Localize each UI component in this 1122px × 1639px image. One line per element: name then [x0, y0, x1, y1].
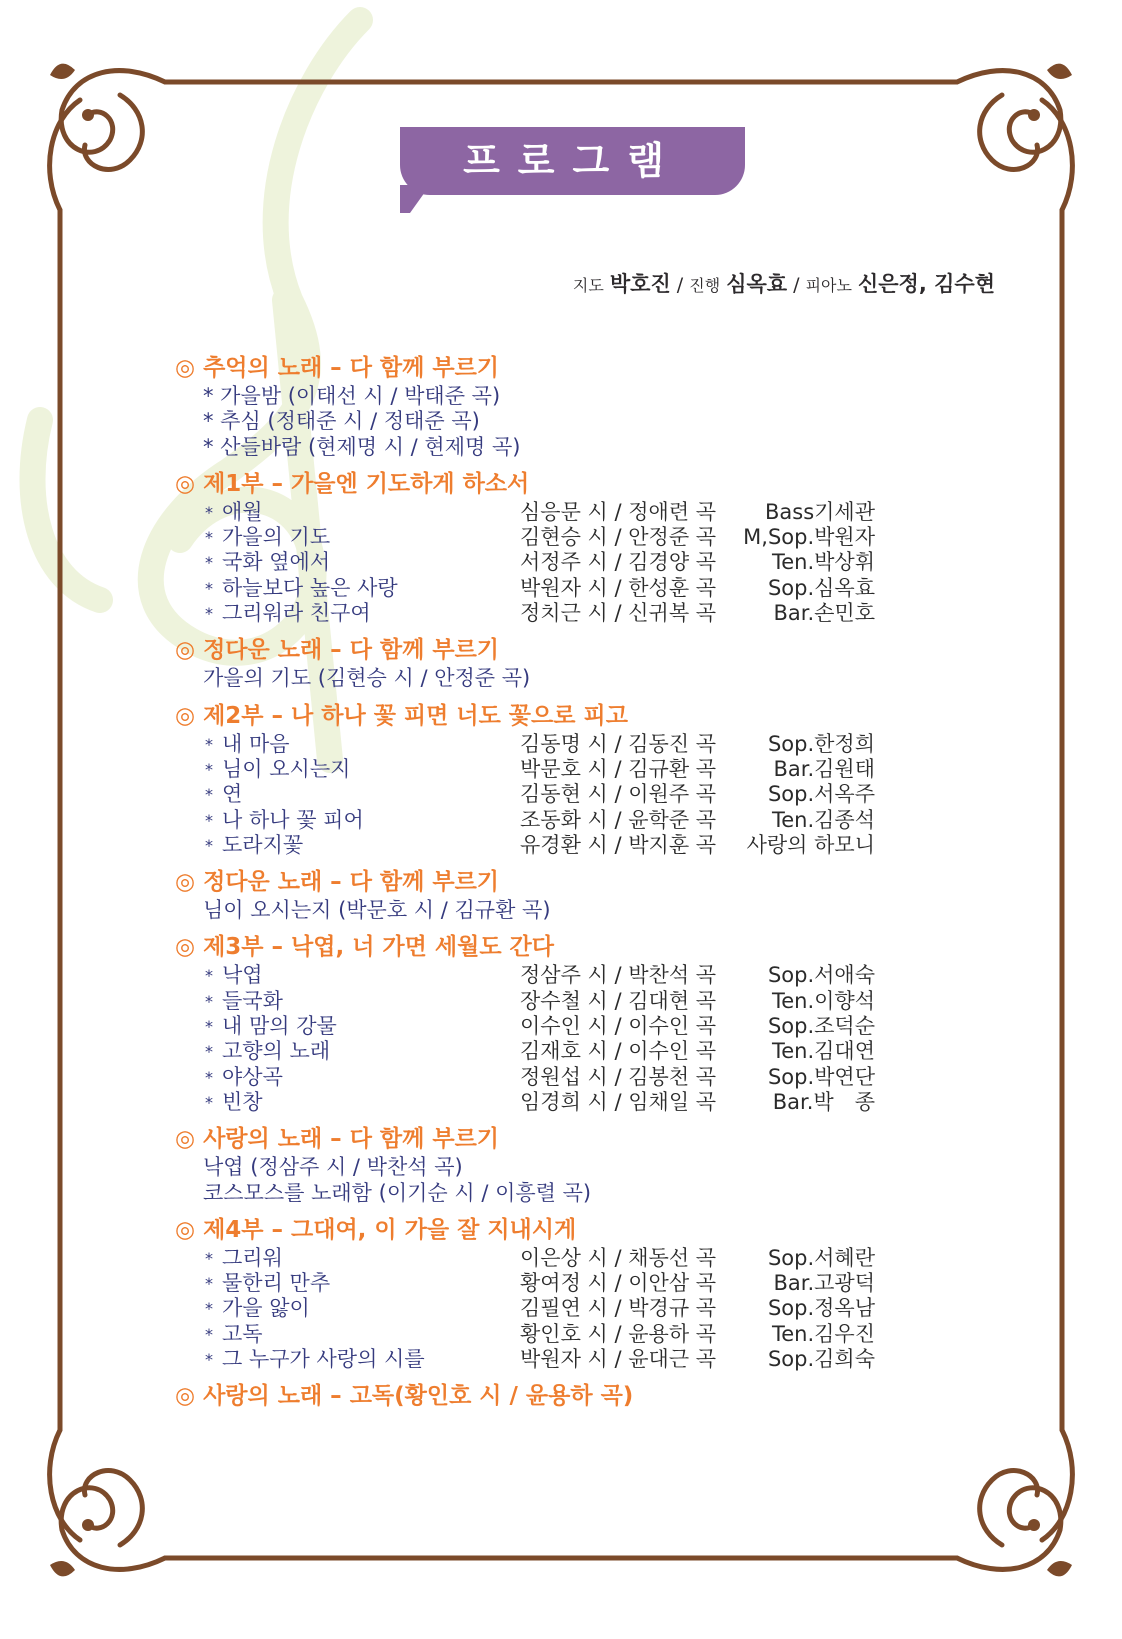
program-section — [175, 1124, 935, 1206]
program-section — [175, 932, 935, 1115]
section-heading: ◎ 제2부 – 나 하나 꽃 피면 너도 꽃으로 피고 — [175, 702, 628, 729]
host-name: 심옥효 — [726, 272, 788, 296]
song-credit: 이수인 시 / 이수인 곡 — [520, 1014, 717, 1039]
performer: Bar.고광덕 — [773, 1271, 875, 1296]
section-heading: ◎ 추억의 노래 – 다 함께 부르기 — [175, 355, 500, 381]
director-role: 지도 — [572, 276, 604, 295]
song-title: 야상곡 — [222, 1064, 283, 1089]
song-credit: 황여정 시 / 이안삼 곡 — [520, 1271, 717, 1296]
song-credit: 심응문 시 / 정애련 곡 — [520, 499, 717, 524]
song-row: * 들국화 장수철 시 / 김대현 곡 Ten.이향석 — [205, 988, 875, 1013]
song-title: 들국화 — [222, 988, 283, 1013]
song-line: 낙엽 (정삼주 시 / 박찬석 곡) — [203, 1155, 463, 1180]
performer: Sop.한정희 — [767, 731, 875, 756]
program-section — [175, 1381, 935, 1412]
song-credit: 서정주 시 / 김경양 곡 — [520, 550, 717, 575]
section-heading: ◎ 정다운 노래 – 다 함께 부르기 — [175, 637, 500, 664]
song-title: 그리워라 친구여 — [222, 601, 371, 626]
song-row: * 그 누구가 사랑의 시를 박원자 시 / 윤대근 곡 Sop.김희숙 — [205, 1347, 875, 1372]
performer: Ten.김대연 — [771, 1039, 875, 1064]
song-row: * 내 마음 김동명 시 / 김동진 곡 Sop.한정희 — [205, 731, 875, 756]
director-name: 박호진 — [609, 272, 671, 296]
song-row: * 가을 앓이 김필연 시 / 박경규 곡 Sop.정옥남 — [205, 1296, 875, 1321]
program-list — [175, 353, 935, 1421]
performer: Bar.손민호 — [773, 601, 875, 626]
song-row: * 도라지꽃 유경환 시 / 박지훈 곡 사랑의 하모니 — [205, 832, 875, 857]
performer: Sop.박연단 — [767, 1064, 875, 1089]
song-credit: 이은상 시 / 채동선 곡 — [520, 1245, 717, 1270]
song-row: * 그리워라 친구여 정치근 시 / 신귀복 곡 Bar.손민호 — [205, 601, 875, 626]
song-title: 애월 — [222, 499, 263, 524]
song-credit: 유경환 시 / 박지훈 곡 — [520, 832, 717, 857]
section-heading: ◎ 정다운 노래 – 다 함께 부르기 — [175, 869, 500, 896]
credits-separator: / — [793, 274, 800, 296]
song-row: * 물한리 만추 황여정 시 / 이안삼 곡 Bar.고광덕 — [205, 1271, 875, 1296]
program-section — [175, 635, 935, 691]
song-line: * 가을밤 (이태선 시 / 박태준 곡) — [203, 384, 501, 408]
song-credit: 임경희 시 / 임채일 곡 — [520, 1089, 717, 1114]
performer: Sop.서혜란 — [767, 1245, 875, 1270]
performer: Sop.서옥주 — [767, 782, 875, 807]
song-row: * 낙엽 정삼주 시 / 박찬석 곡 Sop.서애숙 — [205, 963, 875, 988]
host-role: 진행 — [689, 276, 721, 295]
song-title: 그 누구가 사랑의 시를 — [222, 1347, 425, 1372]
song-row: * 고향의 노래 김재호 시 / 이수인 곡 Ten.김대연 — [205, 1039, 875, 1064]
credits-separator: / — [676, 274, 684, 296]
song-title: 그리워 — [222, 1245, 283, 1270]
performer: Sop.정옥남 — [767, 1296, 875, 1321]
song-row: * 하늘보다 높은 사랑 박원자 시 / 한성훈 곡 Sop.심옥효 — [205, 575, 875, 600]
song-title: 낙엽 — [222, 963, 263, 988]
song-title: 하늘보다 높은 사랑 — [222, 575, 398, 600]
song-credit: 김현승 시 / 안정준 곡 — [520, 525, 717, 550]
song-line: 가을의 기도 (김현승 시 / 안정준 곡) — [203, 666, 531, 691]
song-credit: 김필연 시 / 박경규 곡 — [520, 1296, 717, 1321]
song-title: 물한리 만추 — [222, 1271, 331, 1296]
program-section — [175, 469, 935, 626]
piano-role: 피아노 — [805, 276, 852, 295]
song-credit: 김동현 시 / 이원주 곡 — [520, 782, 717, 807]
song-title: 연 — [222, 782, 243, 807]
song-credit: 정치근 시 / 신귀복 곡 — [520, 601, 717, 626]
song-credit: 정삼주 시 / 박찬석 곡 — [520, 963, 717, 988]
song-title: 도라지꽃 — [222, 832, 304, 857]
song-title: 빈창 — [222, 1089, 263, 1114]
program-section — [175, 1215, 935, 1372]
song-line: 님이 오시는지 (박문호 시 / 김규환 곡) — [203, 898, 551, 923]
performer: Sop.김희숙 — [767, 1347, 875, 1372]
performer: Sop.심옥효 — [767, 575, 875, 600]
song-title: 내 맘의 강물 — [222, 1014, 337, 1039]
song-row: * 빈창 임경희 시 / 임채일 곡 Bar.박 종 — [205, 1089, 875, 1114]
song-title: 님이 오시는지 — [222, 756, 351, 781]
song-row: * 고독 황인호 시 / 윤용하 곡 Ten.김우진 — [205, 1321, 875, 1346]
program-section — [175, 701, 935, 858]
piano-names: 신은정, 김수현 — [857, 272, 995, 296]
performer: Bar.김원태 — [773, 756, 875, 781]
section-heading: ◎ 사랑의 노래 – 다 함께 부르기 — [175, 1126, 500, 1153]
song-line: * 추심 (정태준 시 / 정태준 곡) — [203, 409, 480, 434]
song-title: 국화 옆에서 — [222, 550, 331, 575]
song-credit: 박문호 시 / 김규환 곡 — [520, 756, 717, 781]
performer: Ten.김종석 — [771, 807, 875, 832]
program-section — [175, 867, 935, 923]
performer: Bass기세관 — [764, 499, 875, 524]
song-row: * 가을의 기도 김현승 시 / 안정준 곡 M,Sop.박원자 — [205, 525, 875, 550]
song-credit: 박원자 시 / 윤대근 곡 — [520, 1347, 717, 1372]
section-heading: ◎ 제3부 – 낙엽, 너 가면 세월도 간다 — [175, 934, 554, 961]
song-title: 나 하나 꽃 피어 — [222, 807, 364, 832]
performer: Ten.김우진 — [771, 1321, 875, 1346]
performer: Sop.조덕순 — [767, 1014, 875, 1039]
song-title: 고독 — [222, 1321, 263, 1346]
program-section — [175, 353, 935, 460]
performer: Bar.박 종 — [772, 1089, 875, 1114]
song-credit: 박원자 시 / 한성훈 곡 — [520, 575, 717, 600]
performer: M,Sop.박원자 — [743, 525, 875, 550]
song-title: 가을의 기도 — [222, 525, 331, 550]
song-title: 고향의 노래 — [222, 1039, 331, 1064]
performer: Sop.서애숙 — [767, 963, 875, 988]
song-line: 코스모스를 노래함 (이기순 시 / 이흥렬 곡) — [203, 1180, 592, 1205]
performer: Ten.이향석 — [771, 988, 875, 1013]
credits-line — [573, 268, 995, 298]
song-row: * 님이 오시는지 박문호 시 / 김규환 곡 Bar.김원태 — [205, 756, 875, 781]
song-row: * 내 맘의 강물 이수인 시 / 이수인 곡 Sop.조덕순 — [205, 1014, 875, 1039]
section-heading: ◎ 사랑의 노래 – 고독(황인호 시 / 윤용하 곡) — [175, 1383, 634, 1410]
performer: 사랑의 하모니 — [746, 832, 875, 857]
song-credit: 김재호 시 / 이수인 곡 — [520, 1039, 717, 1064]
song-row: * 나 하나 꽃 피어 조동화 시 / 윤학준 곡 Ten.김종석 — [205, 807, 875, 832]
song-row: * 연 김동현 시 / 이원주 곡 Sop.서옥주 — [205, 782, 875, 807]
song-credit: 조동화 시 / 윤학준 곡 — [520, 807, 717, 832]
song-credit: 황인호 시 / 윤용하 곡 — [520, 1321, 717, 1346]
page-title: 프로그램 — [463, 139, 682, 183]
song-row: * 국화 옆에서 서정주 시 / 김경양 곡 Ten.박상휘 — [205, 550, 875, 575]
song-title: 내 마음 — [222, 731, 290, 756]
song-row: * 야상곡 정원섭 시 / 김봉천 곡 Sop.박연단 — [205, 1064, 875, 1089]
song-title: 가을 앓이 — [222, 1296, 310, 1321]
section-heading: ◎ 제4부 – 그대여, 이 가을 잘 지내시게 — [175, 1216, 577, 1243]
performer: Ten.박상휘 — [771, 550, 875, 575]
section-heading: ◎ 제1부 – 가을엔 기도하게 하소서 — [175, 470, 530, 497]
song-credit: 정원섭 시 / 김봉천 곡 — [520, 1064, 717, 1089]
song-line: * 산들바람 (현제명 시 / 현제명 곡) — [203, 434, 521, 459]
song-row: * 애월 심응문 시 / 정애련 곡 Bass기세관 — [205, 499, 875, 524]
song-credit: 김동명 시 / 김동진 곡 — [520, 731, 717, 756]
song-credit: 장수철 시 / 김대현 곡 — [520, 988, 717, 1013]
song-row: * 그리워 이은상 시 / 채동선 곡 Sop.서혜란 — [205, 1245, 875, 1270]
